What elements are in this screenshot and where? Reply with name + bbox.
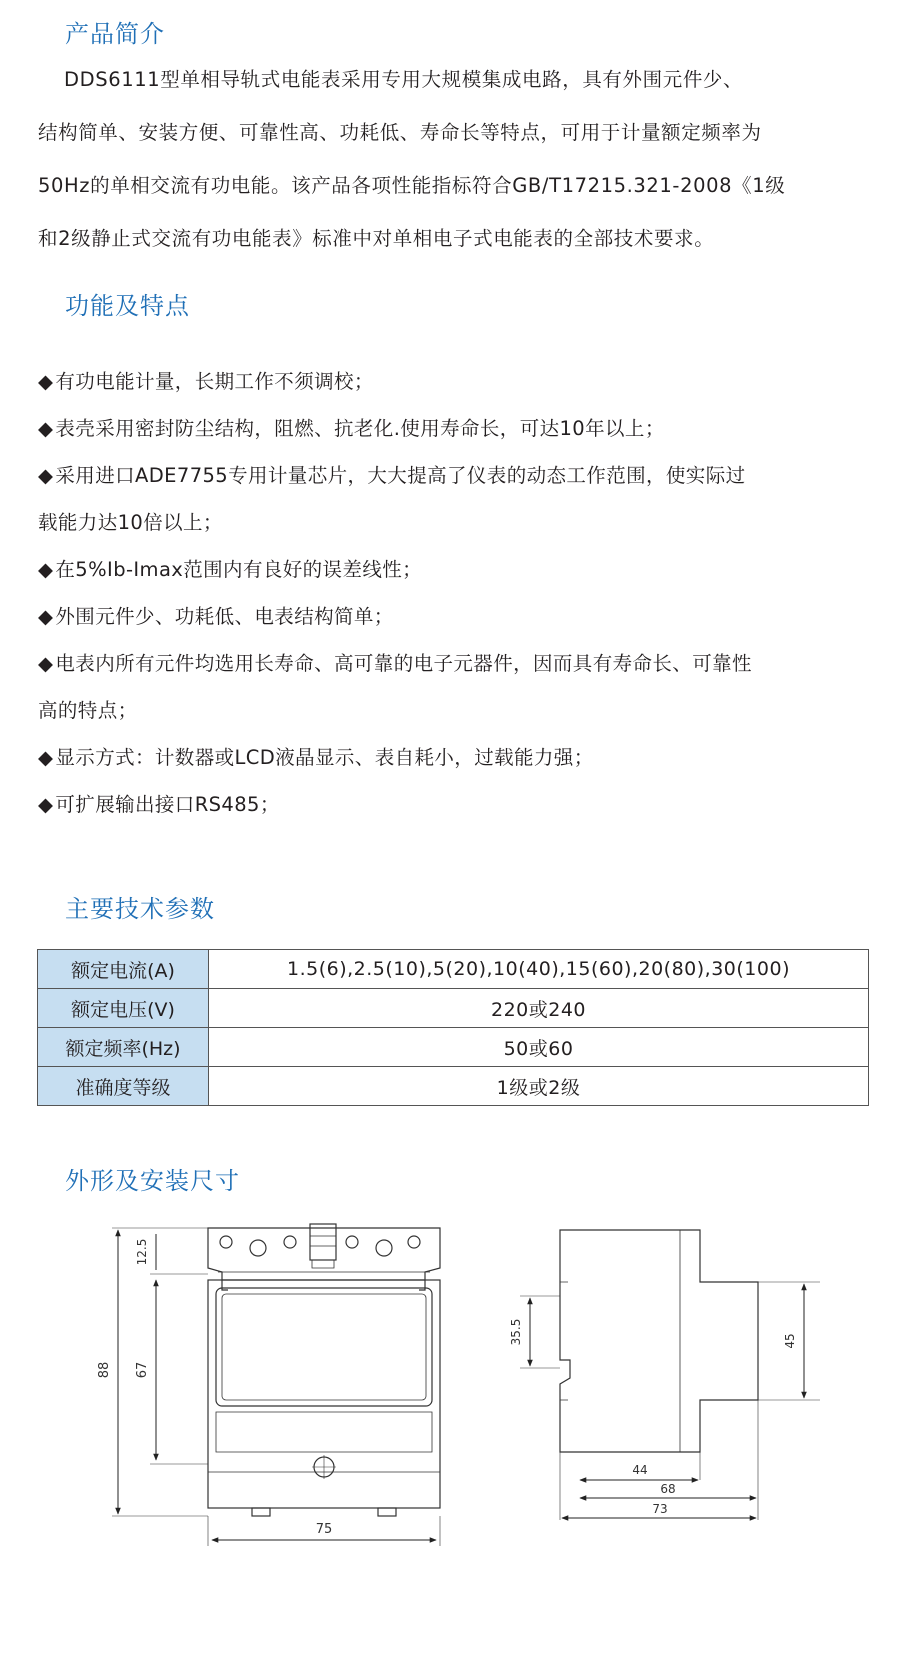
table-row [38, 989, 869, 1028]
feature-item: ◆ 外围元件少、功耗低、电表结构简单； [38, 605, 394, 628]
diamond-bullet-icon: ◆ [38, 417, 54, 440]
section-heading-features: 功能及特点 [65, 292, 190, 320]
dimension-drawing [0, 1220, 920, 1580]
feature-item: ◆ 表壳采用密封防尘结构，阻燃、抗老化.使用寿命长，可达10年以上； [38, 417, 665, 440]
spec-value: 1.5(6),2.5(10),5(20),10(40),15(60),20(80),30(100) [209, 950, 869, 989]
feature-item: ◆ 显示方式：计数器或LCD液晶显示、表自耗小，过载能力强； [38, 746, 594, 769]
diamond-bullet-icon: ◆ [38, 793, 54, 816]
dim-label-side-body: 45 [783, 1333, 797, 1349]
dim-label-side-rail: 35.5 [509, 1318, 523, 1346]
dim-label-front-width: 75 [315, 1522, 333, 1537]
diamond-bullet-icon: ◆ [38, 652, 54, 675]
side-view [520, 1230, 820, 1520]
table-row [38, 950, 869, 989]
diamond-bullet-icon: ◆ [38, 464, 54, 487]
dim-label-front-top: 12.5 [135, 1238, 149, 1266]
dim-label-side-depth-2: 68 [660, 1482, 676, 1496]
diamond-bullet-icon: ◆ [38, 370, 54, 393]
dim-label-front-window: 67 [135, 1361, 150, 1379]
diamond-bullet-icon: ◆ [38, 605, 54, 628]
feature-list [38, 358, 878, 828]
table-row [38, 1067, 869, 1106]
feature-item: ◆ 在5%Ib-Imax范围内有良好的误差线性； [38, 558, 423, 581]
dim-label-side-depth-1: 44 [632, 1463, 648, 1477]
spec-label: 准确度等级 [38, 1067, 209, 1106]
dim-label-front-height: 88 [97, 1361, 112, 1379]
spec-label: 额定频率(Hz) [38, 1028, 209, 1067]
spec-value: 50或60 [209, 1028, 869, 1067]
section-heading-specs: 主要技术参数 [65, 895, 215, 923]
intro-line-4: 和2级静止式交流有功电能表》标准中对单相电子式电能表的全部技术要求。 [38, 227, 715, 250]
intro-paragraph [38, 53, 868, 265]
intro-line-2: 结构简单、安装方便、可靠性高、功耗低、寿命长等特点，可用于计量额定频率为 [38, 121, 762, 144]
section-heading-intro: 产品简介 [65, 20, 165, 48]
intro-line-1: DDS6111型单相导轨式电能表采用专用大规模集成电路，具有外围元件少、 [64, 68, 744, 91]
spec-label: 额定电压(V) [38, 989, 209, 1028]
feature-item: ◆ 可扩展输出接口RS485； [38, 793, 280, 816]
section-heading-dimensions: 外形及安装尺寸 [65, 1167, 240, 1195]
spec-label: 额定电流(A) [38, 950, 209, 989]
feature-item-continued: 高的特点； [38, 699, 138, 722]
feature-item-continued: 载能力达10倍以上； [38, 511, 223, 534]
diamond-bullet-icon: ◆ [38, 558, 54, 581]
diamond-bullet-icon: ◆ [38, 746, 54, 769]
spec-table [37, 949, 869, 1106]
dim-label-side-depth-3: 73 [652, 1502, 668, 1516]
feature-item: ◆ 有功电能计量，长期工作不须调校； [38, 370, 374, 393]
feature-item: ◆ 采用进口ADE7755专用计量芯片，大大提高了仪表的动态工作范围，使实际过 [38, 464, 746, 487]
front-view [112, 1224, 440, 1546]
spec-value: 220或240 [209, 989, 869, 1028]
intro-line-3: 50Hz的单相交流有功电能。该产品各项性能指标符合GB/T17215.321-2008《1级 [38, 174, 786, 197]
spec-value: 1级或2级 [209, 1067, 869, 1106]
table-row [38, 1028, 869, 1067]
feature-item: ◆ 电表内所有元件均选用长寿命、高可靠的电子元器件，因而具有寿命长、可靠性 [38, 652, 752, 675]
